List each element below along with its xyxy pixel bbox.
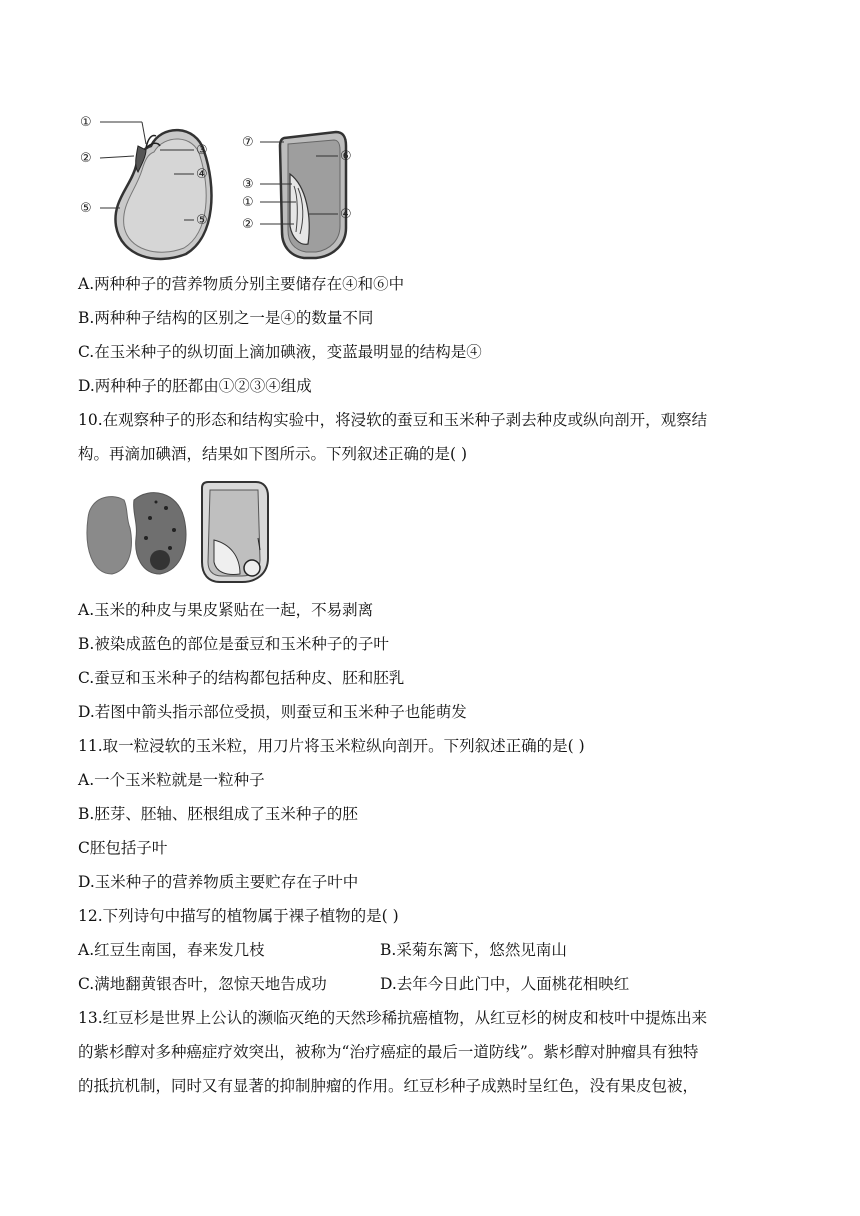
q10-option-b: B.被染成蓝色的部位是蚕豆和玉米种子的子叶	[78, 635, 389, 653]
q10-option-a: A.玉米的种皮与果皮紧贴在一起，不易剥离	[78, 601, 374, 619]
q13-line1: 13.红豆杉是世界上公认的濒临灭绝的天然珍稀抗癌植物，从红豆杉的树皮和枝叶中提炼出来	[78, 1009, 708, 1027]
corn-label-7: ⑦	[242, 135, 254, 150]
q10-option-c: C.蚕豆和玉米种子的结构都包括种皮、胚和胚乳	[78, 669, 405, 687]
q9-option-b: B.两种种子结构的区别之一是④的数量不同	[78, 309, 374, 327]
q11-option-d: D.玉米种子的营养物质主要贮存在子叶中	[78, 873, 359, 891]
corn-label-3: ③	[242, 177, 254, 192]
bean-label-2: ②	[80, 151, 92, 166]
corn-label-1: ①	[242, 195, 254, 210]
q10-option-d: D.若图中箭头指示部位受损，则蚕豆和玉米种子也能萌发	[78, 703, 467, 721]
bean-label-5b: ⑤	[196, 213, 208, 228]
q12-stem: 12.下列诗句中描写的植物属于裸子植物的是( )	[78, 907, 399, 925]
stained-seed-figure	[80, 478, 280, 588]
q12-option-a: A.红豆生南国，春来发几枝	[78, 941, 265, 959]
q11-option-c: C胚包括子叶	[78, 839, 168, 857]
bean-label-5a: ⑤	[80, 201, 92, 216]
q13-line2: 的紫杉醇对多种癌症疗效突出，被称为“治疗癌症的最后一道防线”。紫杉醇对肿瘤具有独特	[78, 1043, 699, 1061]
q12-option-b: B.采菊东篱下，悠然见南山	[380, 941, 567, 959]
corn-label-6: ⑥	[340, 149, 352, 164]
seed-structure-figure	[76, 106, 376, 266]
bean-label-4: ④	[196, 167, 208, 182]
corn-label-2: ②	[242, 217, 254, 232]
q13-line3: 的抵抗机制，同时又有显著的抑制肿瘤的作用。红豆杉种子成熟时呈红色，没有果皮包被，	[78, 1077, 699, 1095]
corn-label-4: ④	[340, 207, 352, 222]
q9-option-a: A.两种种子的营养物质分别主要储存在④和⑥中	[78, 275, 405, 293]
bean-label-3: ③	[196, 143, 208, 158]
q11-option-b: B.胚芽、胚轴、胚根组成了玉米种子的胚	[78, 805, 358, 823]
bean-halves-photo	[87, 493, 186, 574]
q11-option-a: A.一个玉米粒就是一粒种子	[78, 771, 265, 789]
q9-option-c: C.在玉米种子的纵切面上滴加碘液，变蓝最明显的结构是④	[78, 343, 482, 361]
q12-option-c: C.满地翻黄银杏叶，忽惊天地告成功	[78, 975, 327, 993]
bean-seed-diagram	[80, 115, 211, 259]
q12-option-d: D.去年今日此门中，人面桃花相映红	[380, 975, 630, 993]
corn-section-photo	[202, 482, 268, 582]
q11-stem: 11.取一粒浸软的玉米粒，用刀片将玉米粒纵向剖开。下列叙述正确的是( )	[78, 737, 585, 755]
q9-option-d: D.两种种子的胚都由①②③④组成	[78, 377, 312, 395]
corn-seed-diagram	[242, 132, 352, 258]
q10-stem-line1: 10.在观察种子的形态和结构实验中，将浸软的蚕豆和玉米种子剥去种皮或纵向剖开，观察结	[78, 411, 708, 429]
q10-stem-line2: 构。再滴加碘酒，结果如下图所示。下列叙述正确的是( )	[78, 445, 468, 463]
bean-label-1: ①	[80, 115, 92, 130]
